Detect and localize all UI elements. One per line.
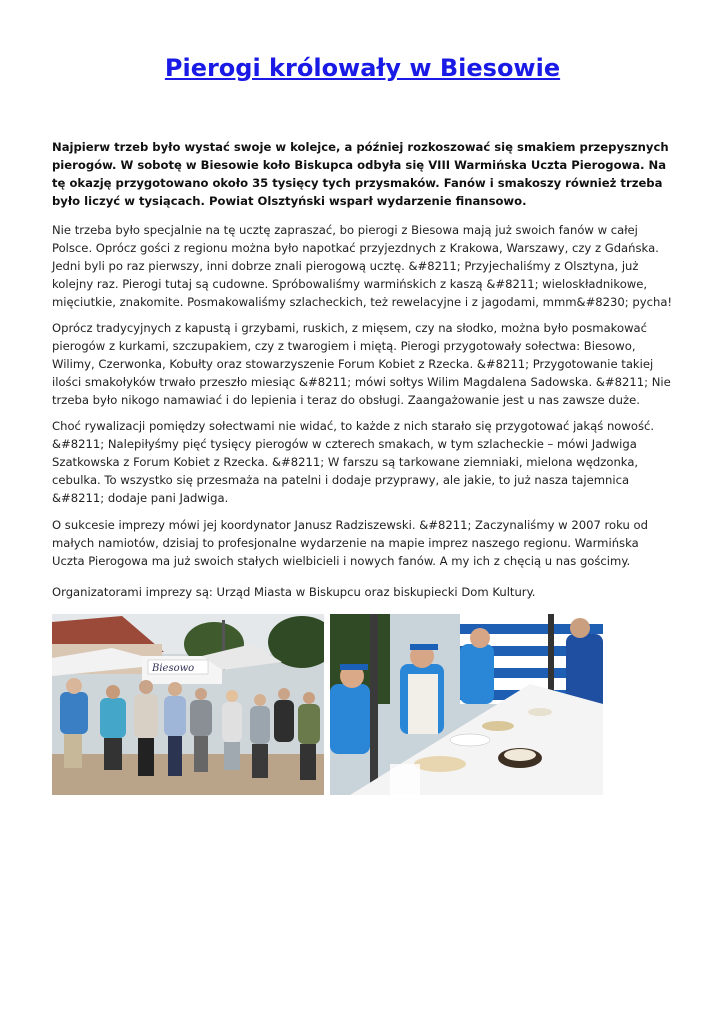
paragraph-4: O sukcesie imprezy mówi jej koordynator Janusz Radziszewski. &#8211; Zaczynaliśmy w 2007 roku od małych namiotów, dzisiaj to profesjonalne wydarzenie na mapie imprez naszego regionu. Warmińska Uczta Pierogowa ma już swoich stałych wielbicieli i nowych fanów. A my ich z chęcią u nas gościmy. xyxy=(52,518,648,568)
photo-banner-text: Biesowo xyxy=(152,663,195,674)
photo-crowd xyxy=(52,614,324,795)
paragraph-2: Oprócz tradycyjnych z kapustą i grzybami, ruskich, z mięsem, czy na słodko, można było posmakować pierogów z kurkami, szczupakiem, czy z twarogiem i miętą. Pierogi przygotowały sołectwa: Biesowo, Wilimy, Czerwonka, Kobułty oraz stowarzyszenie Forum Kobiet z Rzecka. &#8211; Przygotowanie takiej ilości smakołyków trwało przeszło miesiąc &#8211; mówi sołtys Wilim Magdalena Sadowska. &#8211; Nie trzeba było nikogo namawiać i do lepienia i teraz do obsługi. Zaangażowanie jest u nas zawsze duże. xyxy=(52,321,671,407)
photo-serving-image xyxy=(330,614,603,795)
article-lead: Najpierw trzeb było wystać swoje w kolejce, a później rozkoszować się smakiem przepysznych pierogów. W sobotę w Biesowie koło Biskupca odbyła się VIII Warmińska Uczta Pierogowa. Na tę okazję przygotowano około 35 tysięcy tych przysmaków. Fanów i smakoszy również trzeba było liczyć w tysiącach. Powiat Olsztyński wsparł wydarzenie finansowo. xyxy=(52,140,669,208)
article-title[interactable]: Pierogi królowały w Biesowie xyxy=(164,54,561,82)
paragraph-1: Nie trzeba było specjalnie na tę ucztę zapraszać, bo pierogi z Biesowa mają już swoich fanów w całej Polsce. Oprócz gości z regionu można było napotkać przyjezdnych z Krakowa, Warszawy, czy z Gdańska. Jedni byli po raz pierwszy, inni dobrze znali pierogową ucztę. &#8211; Przyjechaliśmy z Olsztyna, już kolejny raz. Pierogi tutaj są cudowne. Spróbowaliśmy warmińskich z kaszą &#8211; wieloskładnikowe, mięciutkie, znakomite. Posmakowaliśmy szlacheckich, też rewelacyjne i z jagodami, mmm&#8230; pycha! xyxy=(52,223,673,309)
photo-crowd-image xyxy=(52,614,324,795)
paragraph-3: Choć rywalizacji pomiędzy sołectwami nie widać, to każde z nich starało się przygotować jakąś nowość. &#8211; Nalepiłyśmy pięć tysięcy pierogów w czterech smakach, w tym szlacheckie – mówi Jadwiga Szatkowska z Forum Kobiet z Rzecka. &#8211; W farszu są tarkowane ziemniaki, mielona wędzonka, cebulka. To wszystko się przesmaża na patelni i dodaje przyprawy, ale jakie, to już nasza tajemnica &#8211; dodaje pani Jadwiga. xyxy=(52,419,655,505)
photo-serving xyxy=(330,614,603,795)
paragraph-5: Organizatorami imprezy są: Urząd Miasta w Biskupcu oraz biskupiecki Dom Kultury. xyxy=(52,585,536,599)
